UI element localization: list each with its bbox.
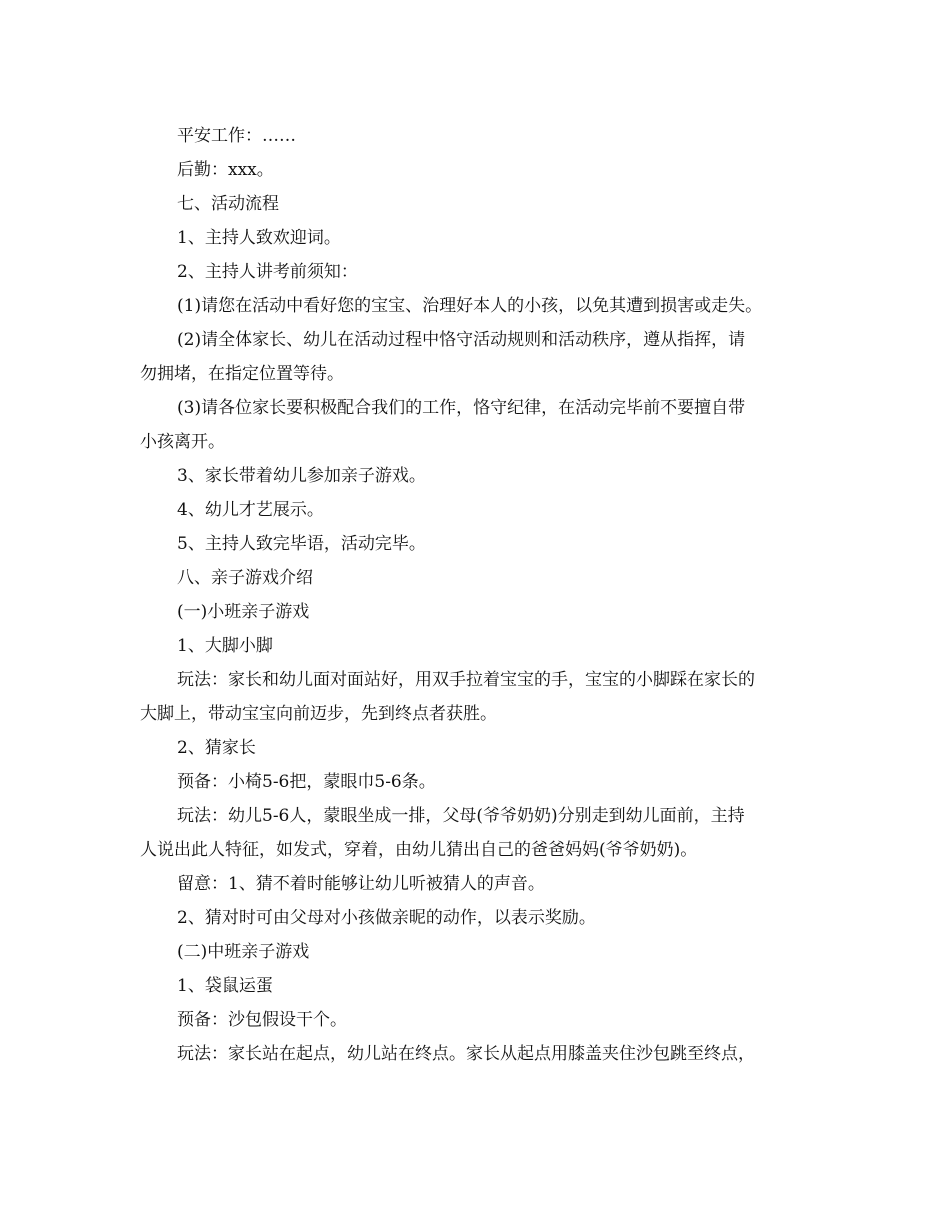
text-line: (一)小班亲子游戏 <box>177 602 310 622</box>
text-line: 1、袋鼠运蛋 <box>177 976 273 996</box>
text-line: 七、活动流程 <box>177 194 279 214</box>
text-line: (2)请全体家长、幼儿在活动过程中恪守活动规则和活动秩序，遵从指挥，请 <box>177 330 746 350</box>
text-line: 预备：小椅5-6把，蒙眼巾5-6条。 <box>177 772 436 792</box>
text-line: (3)请各位家长要积极配合我们的工作，恪守纪律，在活动完毕前不要擅自带 <box>177 398 746 418</box>
text-line: (二)中班亲子游戏 <box>177 942 310 962</box>
text-line: 1、大脚小脚 <box>177 636 273 656</box>
text-line: 3、家长带着幼儿参加亲子游戏。 <box>177 466 426 486</box>
text-line: 玩法：家长站在起点，幼儿站在终点。家长从起点用膝盖夹住沙包跳至终点， <box>177 1044 755 1064</box>
text-line: 4、幼儿才艺展示。 <box>177 500 324 520</box>
text-line: 人说出此人特征，如发式，穿着，由幼儿猜出自己的爸爸妈妈(爷爷奶奶)。 <box>140 840 698 860</box>
text-line: 勿拥堵，在指定位置等待。 <box>140 364 344 384</box>
text-line: 2、主持人讲考前须知： <box>177 262 358 282</box>
text-line: 小孩离开。 <box>140 432 225 452</box>
text-line: 2、猜对时可由父母对小孩做亲昵的动作，以表示奖励。 <box>177 908 596 928</box>
document-body <box>140 119 812 1071</box>
text-line: 八、亲子游戏介绍 <box>177 568 313 588</box>
text-line: 5、主持人致完毕语，活动完毕。 <box>177 534 426 554</box>
text-line: 1、主持人致欢迎词。 <box>177 228 341 248</box>
text-line: 留意：1、猜不着时能够让幼儿听被猜人的声音。 <box>177 874 545 894</box>
text-line: (1)请您在活动中看好您的宝宝、治理好本人的小孩，以免其遭到损害或走失。 <box>177 296 763 316</box>
text-line: 后勤：xxx。 <box>177 160 274 180</box>
text-line: 预备：沙包假设干个。 <box>177 1010 347 1030</box>
text-line: 玩法：幼儿5-6人，蒙眼坐成一排，父母(爷爷奶奶)分别走到幼儿面前，主持 <box>177 806 745 826</box>
text-line: 2、猜家长 <box>177 738 256 758</box>
text-line: 平安工作：…… <box>177 126 296 146</box>
text-line: 大脚上，带动宝宝向前迈步，先到终点者获胜。 <box>140 704 497 724</box>
text-line: 玩法：家长和幼儿面对面站好，用双手拉着宝宝的手，宝宝的小脚踩在家长的 <box>177 670 755 690</box>
